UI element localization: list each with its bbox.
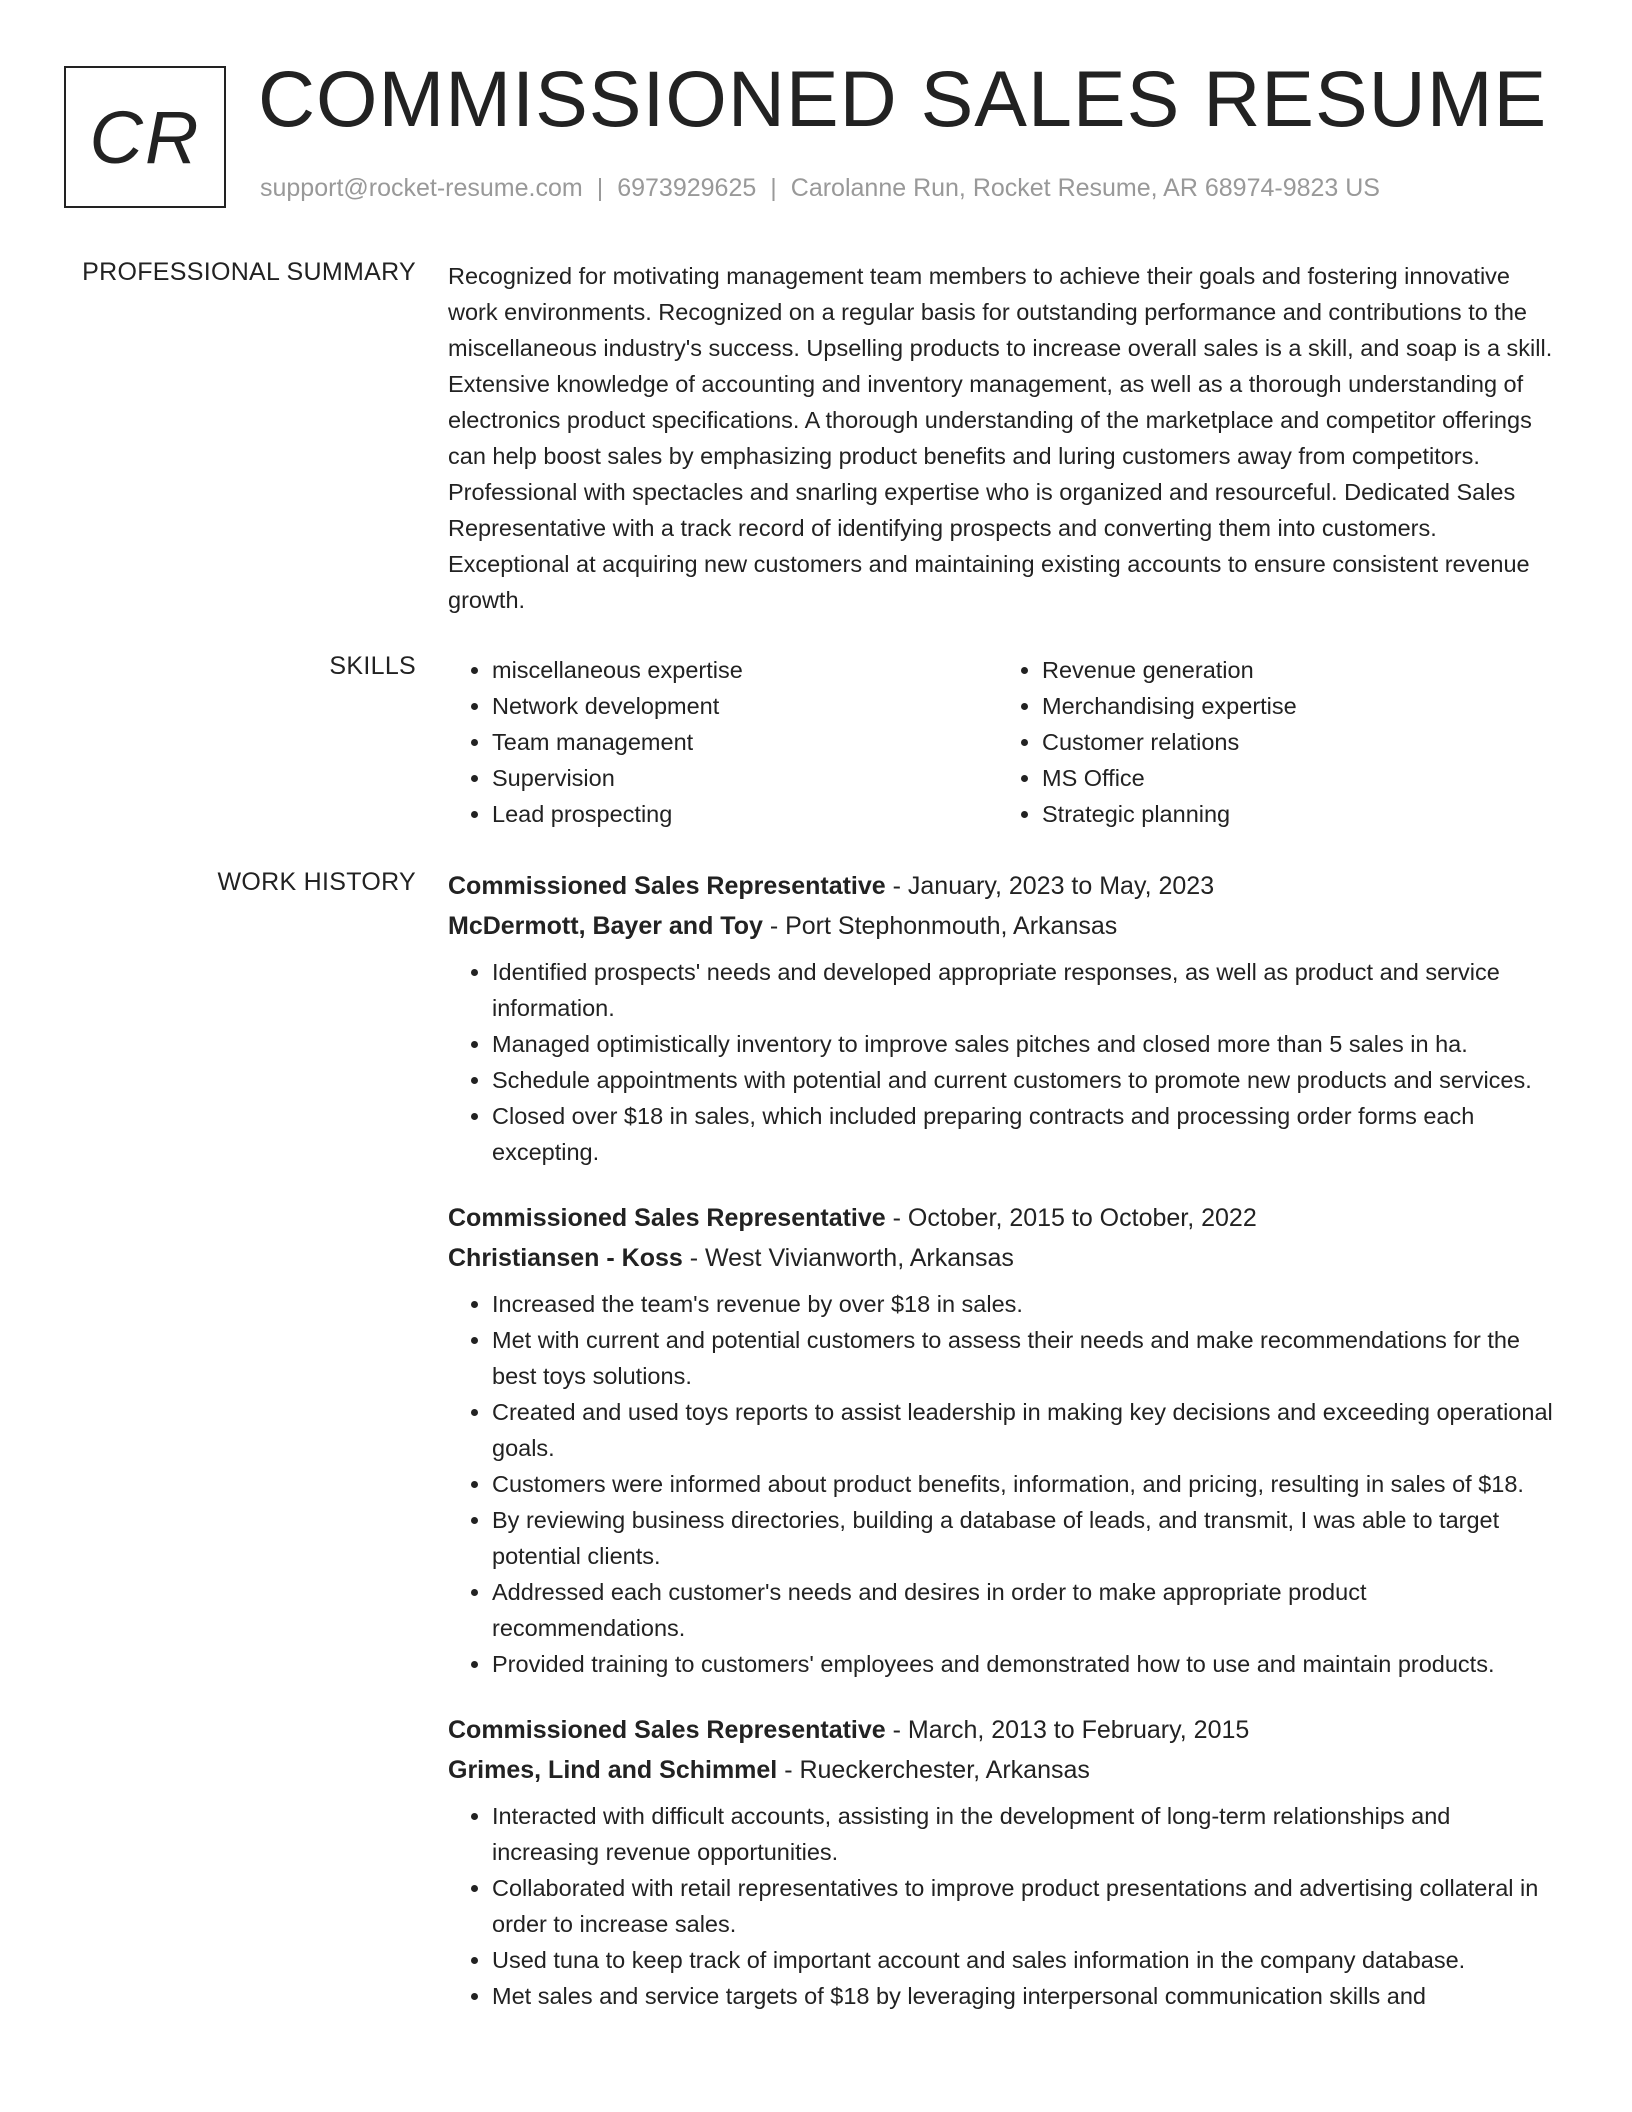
resume-title: COMMISSIONED SALES RESUME — [258, 54, 1548, 143]
job-location: - Port Stephonmouth, Arkansas — [762, 912, 1118, 940]
job-bullet: • Closed over $18 in sales, which included preparing contracts and processing order forms each excepting. — [492, 1098, 1558, 1170]
contact-phone[interactable]: 6973929625 — [617, 174, 757, 202]
skill-item: • Supervision — [492, 760, 998, 796]
skill-item: • Lead prospecting — [492, 796, 998, 832]
job-bullet: • Interacted with difficult accounts, assisting in the development of long-term relationships and increasing revenue opportunities. — [492, 1798, 1558, 1870]
job-bullet: • Collaborated with retail representatives to improve product presentations and advertising collateral in order to increase sales. — [492, 1870, 1558, 1942]
job-company-line — [448, 1750, 1558, 1790]
job-bullet: • Met sales and service targets of $18 by leveraging interpersonal communication skills and — [492, 1978, 1558, 2014]
job-title: Commissioned Sales Representative — [448, 872, 886, 900]
job-bullet: • Provided training to customers' employees and demonstrated how to use and maintain products. — [492, 1646, 1558, 1682]
job-dates: - January, 2023 to May, 2023 — [885, 872, 1215, 900]
job-bullet: • Addressed each customer's needs and desires in order to make appropriate product recommendations. — [492, 1574, 1558, 1646]
job-company-line — [448, 906, 1558, 946]
skills-list-left — [448, 652, 998, 832]
skills-list-right — [998, 652, 1548, 832]
job-bullets — [448, 1798, 1558, 2014]
job-entry — [448, 866, 1558, 1170]
summary-label: PROFESSIONAL SUMMARY — [82, 258, 416, 286]
contact-line — [260, 174, 1380, 203]
job-entry — [448, 1198, 1558, 1682]
job-title-line — [448, 1710, 1558, 1750]
job-location: - Rueckerchester, Arkansas — [777, 1756, 1090, 1784]
job-company: McDermott, Bayer and Toy — [448, 912, 763, 940]
job-bullet: • Used tuna to keep track of important account and sales information in the company database. — [492, 1942, 1558, 1978]
contact-separator: | — [770, 174, 777, 202]
job-company: Christiansen - Koss — [448, 1244, 683, 1272]
summary-section — [448, 258, 1558, 618]
contact-address: Carolanne Run, Rocket Resume, AR 68974-9823 US — [790, 174, 1380, 202]
skill-item: • Team management — [492, 724, 998, 760]
work-history-section — [448, 866, 1558, 2042]
job-bullet: • Identified prospects' needs and developed appropriate responses, as well as product and service information. — [492, 954, 1558, 1026]
skill-item: • Revenue generation — [1042, 652, 1548, 688]
job-title: Commissioned Sales Representative — [448, 1716, 886, 1744]
job-title: Commissioned Sales Representative — [448, 1204, 886, 1232]
work-history-label: WORK HISTORY — [217, 868, 416, 896]
job-entry — [448, 1710, 1558, 2014]
job-bullet: • Met with current and potential customers to assess their needs and make recommendations for the best toys solutions. — [492, 1322, 1558, 1394]
job-bullet: • Increased the team's revenue by over $18 in sales. — [492, 1286, 1558, 1322]
job-dates: - March, 2013 to February, 2015 — [885, 1716, 1250, 1744]
job-location: - West Vivianworth, Arkansas — [682, 1244, 1014, 1272]
skill-item: • Customer relations — [1042, 724, 1548, 760]
job-dates: - October, 2015 to October, 2022 — [885, 1204, 1257, 1232]
job-title-line — [448, 1198, 1558, 1238]
job-bullets — [448, 1286, 1558, 1682]
job-bullet: • Customers were informed about product benefits, information, and pricing, resulting in sales of $18. — [492, 1466, 1558, 1502]
job-bullet: • Created and used toys reports to assist leadership in making key decisions and exceeding operational goals. — [492, 1394, 1558, 1466]
skill-item: • Network development — [492, 688, 998, 724]
job-bullet: • Managed optimistically inventory to improve sales pitches and closed more than 5 sales in ha. — [492, 1026, 1558, 1062]
skill-item: • miscellaneous expertise — [492, 652, 998, 688]
contact-separator: | — [596, 174, 604, 202]
skills-label: SKILLS — [329, 652, 416, 680]
monogram-logo: CR — [64, 66, 226, 208]
skills-section — [448, 652, 1558, 832]
skill-item: • MS Office — [1042, 760, 1548, 796]
job-bullet: • By reviewing business directories, building a database of leads, and transmit, I was able to target potential clients. — [492, 1502, 1558, 1574]
skill-item: • Strategic planning — [1042, 796, 1548, 832]
job-bullet: • Schedule appointments with potential and current customers to promote new products and services. — [492, 1062, 1558, 1098]
job-title-line — [448, 866, 1558, 906]
skill-item: • Merchandising expertise — [1042, 688, 1548, 724]
job-company: Grimes, Lind and Schimmel — [448, 1756, 778, 1784]
summary-text: Recognized for motivating management team members to achieve their goals and fostering innovative work environments. Recognized on a regular basis for outstanding performance and contributions to the miscellaneous industry's success. Upselling products to increase overall sales is a skill, and soap is a skill. Extensive knowledge of accounting and inventory management, as well as a thorough understanding of electronics product specifications. A thorough understanding of the marketplace and competitor offerings can help boost sales by emphasizing product benefits and luring customers away from competitors. Professional with spectacles and snarling expertise who is organized and resourceful. Dedicated Sales Representative with a track record of identifying prospects and converting them into customers. Exceptional at acquiring new customers and maintaining existing accounts to ensure consistent revenue growth. — [448, 263, 1553, 613]
job-company-line — [448, 1238, 1558, 1278]
job-bullets — [448, 954, 1558, 1170]
contact-email[interactable]: support@rocket-resume.com — [260, 174, 583, 202]
